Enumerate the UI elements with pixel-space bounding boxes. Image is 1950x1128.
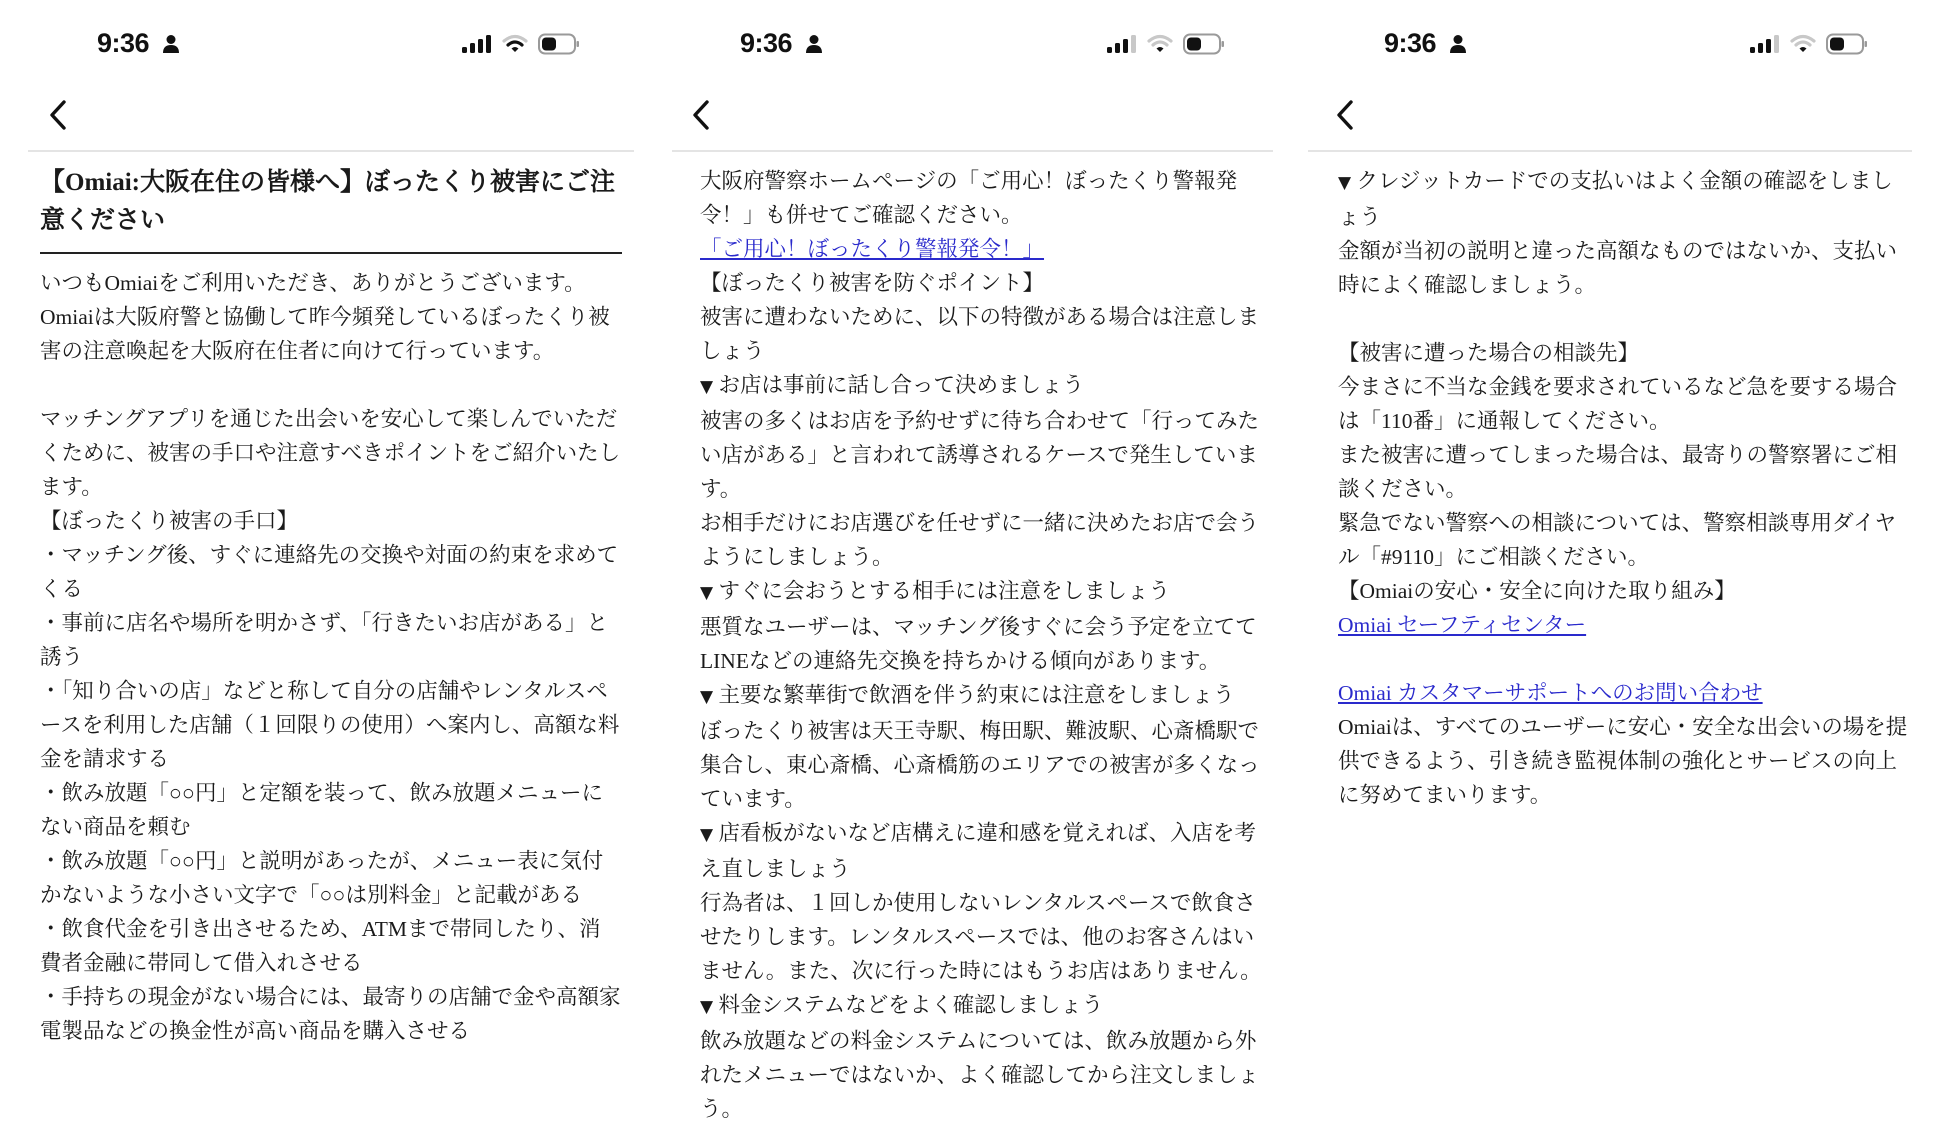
point-heading: ▼ クレジットカードでの支払いはよく金額の確認をしましょう: [1338, 169, 1893, 229]
triangle-down-icon: ▼: [700, 997, 714, 1017]
header-divider: [1308, 150, 1912, 152]
section-heading-prevention: 【ぼったくり被害を防ぐポイント】: [700, 271, 1045, 295]
back-button[interactable]: [44, 92, 84, 138]
point-body: ぼったくり被害は天王寺駅、梅田駅、難波駅、心斎橋駅で集合し、東心斎橋、心斎橋筋のエリアでの被害が多くなっています。: [700, 719, 1260, 811]
status-time: 9:36: [1384, 28, 1437, 58]
point-body: 被害の多くはお店を予約せずに待ち合わせて「行ってみたい店がある」と言われて誘導されるケースで発生しています。: [700, 409, 1260, 501]
point-body: 金額が当初の説明と違った高額なものではないか、支払い時によく確認しましょう。: [1338, 239, 1898, 297]
status-bar: [645, 24, 1295, 64]
method-item: ・事前に店名や場所を明かさず、「行きたいお店がある」と誘う: [40, 611, 609, 669]
section-heading-consult: 【被害に遭った場合の相談先】: [1338, 341, 1640, 365]
article-content: [40, 160, 622, 1048]
person-icon: [805, 34, 823, 54]
chevron-left-icon: [44, 92, 84, 138]
method-item: ・マッチング後、すぐに連絡先の交換や対面の約束を求めてくる: [40, 543, 619, 601]
point-body: 悪質なユーザーは、マッチング後すぐに会う予定を立ててLINEなどの連絡先交換を持ちかける傾向があります。: [700, 615, 1257, 673]
intro-paragraph: いつもOmiaiをご利用いただき、ありがとうございます。: [40, 271, 586, 295]
battery-icon: [1183, 33, 1225, 55]
person-icon: [1449, 34, 1467, 54]
battery-icon: [538, 33, 580, 55]
prevention-intro: 被害に遭わないために、以下の特徴がある場合は注意しましょう: [700, 305, 1260, 363]
point-heading: ▼ お店は事前に話し合って決めましょう: [700, 373, 1084, 397]
point-body: 飲み放題などの料金システムについては、飲み放題から外れたメニューではないか、よく確認してから注文しましょう。: [700, 1029, 1260, 1121]
cellular-signal-icon: [1107, 34, 1137, 54]
back-button[interactable]: [1331, 92, 1371, 138]
point-body: 行為者は、１回しか使用しないレンタルスペースで飲食させたりします。レンタルスペースでは、他のお客さんはいません。また、次に行った時にはもうお店はありません。: [700, 891, 1262, 983]
point-heading: ▼ 主要な繁華街で飲酒を伴う約束には注意をしましょう: [700, 683, 1235, 707]
intro-paragraph: マッチングアプリを通じた出会いを安心して楽しんでいただくために、被害の手口や注意すべきポイントをご紹介いたします。: [40, 407, 621, 499]
point-heading: ▼ 料金システムなどをよく確認しましょう: [700, 993, 1104, 1017]
status-time: 9:36: [97, 28, 150, 58]
point-heading: ▼ 店看板がないなど店構えに違和感を覚えれば、入店を考え直しましょう: [700, 821, 1256, 881]
consult-text: 今まさに不当な金銭を要求されているなど急を要する場合は「110番」に通報してください。: [1338, 375, 1898, 433]
section-heading-efforts: 【Omiaiの安心・安全に向けた取り組み】: [1338, 579, 1736, 603]
status-icons: [1750, 32, 1868, 56]
closing-text: Omiaiは、すべてのユーザーに安心・安全な出会いの場を提供できるよう、引き続き監視体制の強化とサービスの向上に努めてまいります。: [1338, 715, 1908, 807]
header-divider: [672, 150, 1273, 152]
consult-text: 緊急でない警察への相談については、警察相談専用ダイヤル「#9110」にご相談ください。: [1338, 511, 1897, 569]
customer-support-link[interactable]: Omiai カスタマーサポートへのお問い合わせ: [1338, 681, 1763, 705]
screen-panel-2: [645, 0, 1295, 1128]
point-body: お相手だけにお店選びを任せずに一緒に決めたお店で会うようにしましょう。: [700, 511, 1260, 569]
person-icon: [162, 34, 180, 54]
wifi-icon: [1790, 34, 1816, 54]
intro-paragraph: Omiaiは大阪府警と協働して昨今頻発しているぼったくり被害の注意喚起を大阪府在住者に向けて行っています。: [40, 305, 610, 363]
article-title: 【Omiai:大阪在住の皆様へ】ぼったくり被害にご注意ください: [40, 160, 622, 254]
police-intro-text: 大阪府警察ホームページの「ご用心！ぼったくり警報発令！」も併せてご確認ください。: [700, 169, 1238, 227]
status-icons: [462, 32, 580, 56]
safety-center-link[interactable]: Omiai セーフティセンター: [1338, 613, 1587, 637]
battery-icon: [1826, 33, 1868, 55]
triangle-down-icon: ▼: [700, 687, 714, 707]
police-alert-link[interactable]: 「ご用心！ぼったくり警報発令！」: [700, 237, 1045, 261]
consult-text: また被害に遭ってしまった場合は、最寄りの警察署にご相談ください。: [1338, 443, 1898, 501]
triangle-down-icon: ▼: [1338, 173, 1352, 193]
chevron-left-icon: [1331, 92, 1371, 138]
status-icons: [1107, 32, 1225, 56]
method-item: ・飲食代金を引き出させるため、ATMまで帯同したり、消費者金融に帯同して借入れさせる: [40, 917, 601, 975]
triangle-down-icon: ▼: [700, 377, 714, 397]
point-heading: ▼ すぐに会おうとする相手には注意をしましょう: [700, 579, 1170, 603]
chevron-left-icon: [687, 92, 727, 138]
header-divider: [28, 150, 634, 152]
status-time: 9:36: [740, 28, 793, 58]
section-heading-methods: 【ぼったくり被害の手口】: [40, 509, 299, 533]
method-item: ・飲み放題「○○円」と説明があったが、メニュー表に気付かないような小さい文字で「○○は別料金」と記載がある: [40, 849, 604, 907]
back-button[interactable]: [687, 92, 727, 138]
cellular-signal-icon: [1750, 34, 1780, 54]
cellular-signal-icon: [462, 34, 492, 54]
article-content: [700, 164, 1270, 1126]
status-bar: [1290, 24, 1950, 64]
method-item: ・「知り合いの店」などと称して自分の店舗やレンタルスペースを利用した店舗（１回限りの使用）へ案内し、高額な料金を請求する: [40, 679, 620, 771]
screen-panel-3: [1290, 0, 1950, 1128]
triangle-down-icon: ▼: [700, 583, 714, 603]
wifi-icon: [502, 34, 528, 54]
method-item: ・飲み放題「○○円」と定額を装って、飲み放題メニューにない商品を頼む: [40, 781, 604, 839]
wifi-icon: [1147, 34, 1173, 54]
status-bar: [0, 24, 650, 64]
article-content: [1338, 164, 1914, 812]
method-item: ・手持ちの現金がない場合には、最寄りの店舗で金や高額家電製品などの換金性が高い商品を購入させる: [40, 985, 621, 1043]
screen-panel-1: [0, 0, 650, 1128]
triangle-down-icon: ▼: [700, 825, 714, 845]
